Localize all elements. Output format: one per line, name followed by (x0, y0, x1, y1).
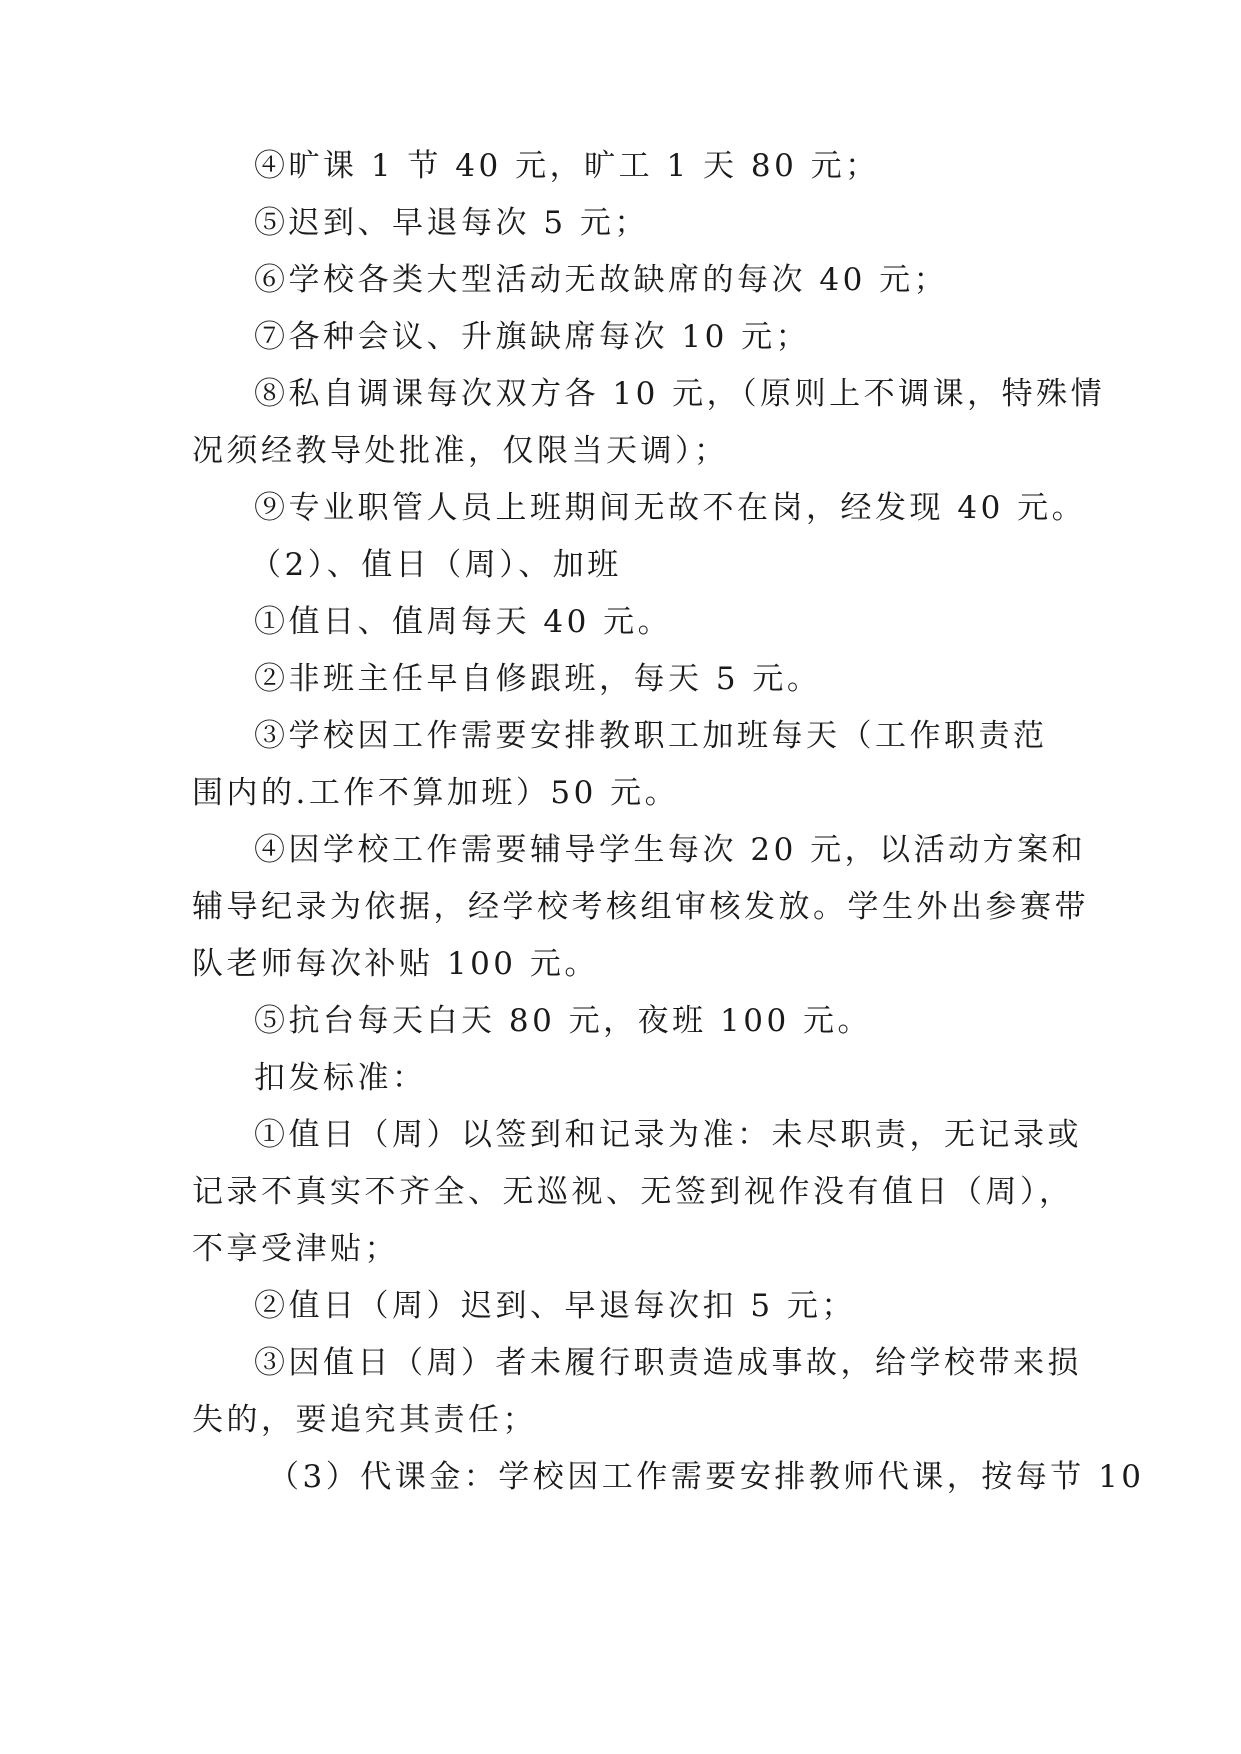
text-line-15: 队老师每次补贴 100 元。 (192, 946, 599, 982)
text-line-8: （2）、值日（周）、加班 (250, 547, 622, 583)
text-line-20: 不享受津贴； (192, 1231, 399, 1267)
text-line-3: ⑥学校各类大型活动无故缺席的每次 40 元； (254, 262, 949, 298)
text-line-16: ⑤抗台每天白天 80 元，夜班 100 元。 (254, 1003, 873, 1039)
text-line-23: 失的，要追究其责任； (192, 1402, 537, 1438)
text-line-18: ①值日（周）以签到和记录为准：未尽职责，无记录或 (254, 1117, 1082, 1153)
text-line-9: ①值日、值周每天 40 元。 (254, 604, 673, 640)
text-line-22: ③因值日（周）者未履行职责造成事故，给学校带来损 (254, 1345, 1082, 1381)
text-line-2: ⑤迟到、早退每次 5 元； (254, 205, 649, 241)
text-line-4: ⑦各种会议、升旗缺席每次 10 元； (254, 319, 811, 355)
text-line-24: （3）代课金：学校因工作需要安排教师代课，按每节 10 (268, 1459, 1145, 1495)
text-line-1: ④旷课 1 节 40 元，旷工 1 天 80 元； (254, 148, 880, 184)
text-line-7: ⑨专业职管人员上班期间无故不在岗，经发现 40 元。 (254, 490, 1087, 526)
text-line-21: ②值日（周）迟到、早退每次扣 5 元； (254, 1288, 856, 1324)
text-line-13: ④因学校工作需要辅导学生每次 20 元，以活动方案和 (254, 832, 1087, 868)
text-line-6: 况须经教导处批准，仅限当天调）； (192, 433, 729, 469)
text-line-19: 记录不真实不齐全、无巡视、无签到视作没有值日（周）， (192, 1174, 1074, 1210)
text-line-17: 扣发标准： (254, 1060, 427, 1096)
text-line-14: 辅导纪录为依据，经学校考核组审核发放。学生外出参赛带 (192, 889, 1089, 925)
text-line-5: ⑧私自调课每次双方各 10 元，（原则上不调课，特殊情 (254, 376, 1106, 412)
text-line-10: ②非班主任早自修跟班，每天 5 元。 (254, 661, 822, 697)
text-line-11: ③学校因工作需要安排教职工加班每天（工作职责范 (254, 718, 1048, 754)
text-line-12: 围内的.工作不算加班）50 元。 (192, 775, 680, 811)
